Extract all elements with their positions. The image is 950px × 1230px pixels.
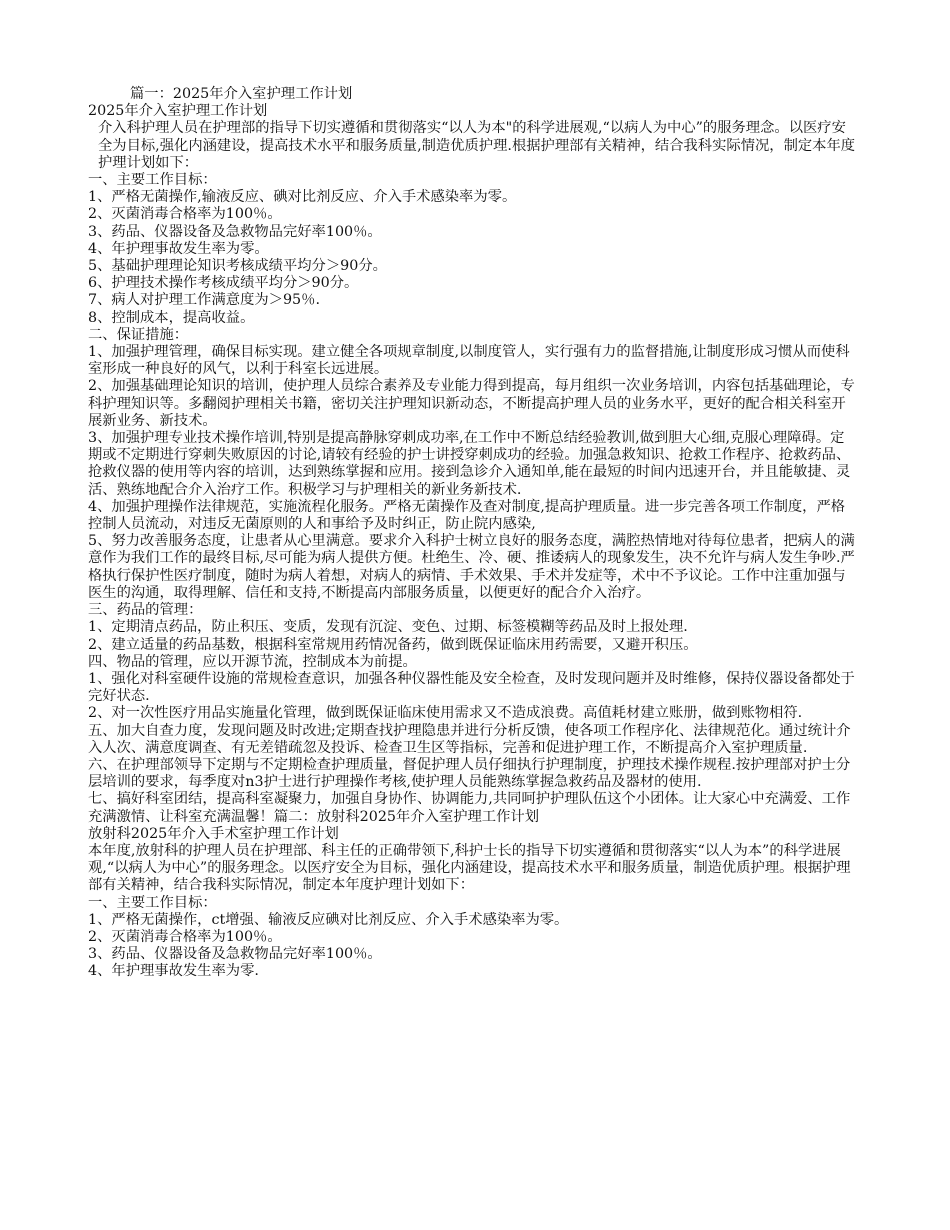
measure-paragraph: 5、努力改善服务态度，让患者从心里满意。要求介入科护士树立良好的服务态度，满腔热情地对待每位患者，把病人的满意作为我们工作的最终目标,尽可能为病人提供方便。杜绝生、冷、硬、推诿病人的现象发生，决不允许与病人发生争吵.严格执行保护性医疗制度，随时为病人着想，对病人的病情、手术效果、手术并发症等，术中不予议论。工作中注重加强与医生的沟通，取得理解、信任和支持,不断提高内部服务质量，以便更好的配合介入治疗。 — [88, 533, 855, 601]
goal-item: 3、药品、仪器设备及急救物品完好率100％。 — [88, 946, 382, 963]
section-title-goals-2: 一、主要工作目标： — [88, 894, 217, 911]
goal-item: 6、护理技术操作考核成绩平均分＞90分。 — [88, 275, 359, 292]
section-quality-check: 六、在护理部领导下定期与不定期检查护理质量，督促护理人员仔细执行护理制度，护理技术操作规程.按护理部对护士分层培训的要求，每季度对n3护士进行护理操作考核,使护理人员能熟练掌握急救药品及器材的使用. — [88, 756, 851, 791]
goal-item: 2、灭菌消毒合格率为100％。 — [88, 206, 282, 223]
measure-paragraph: 3、加强护理专业技术操作培训,特别是提高静脉穿刺成功率,在工作中不断总结经验教训,做到胆大心细,克服心理障碍。定期或不定期进行穿刺失败原因的讨论,请较有经验的护士讲授穿刺成功的经验。加强急救知识、抢救工作程序、抢救药品、抢救仪器的使用等内容的培训，达到熟练掌握和应用。接到急诊介入通知单,能在最短的时间内迅速开台，并且能敏捷、灵活、熟练地配合介入治疗工作。积极学习与护理相关的新业务新技术. — [88, 430, 851, 498]
measure-paragraph: 4、加强护理操作法律规范，实施流程化服务。严格无菌操作及查对制度,提高护理质量。进一步完善各项工作制度，严格控制人员流动，对违反无菌原则的人和事给予及时纠正，防止院内感染, — [88, 498, 846, 533]
goal-item: 4、年护理事故发生率为零. — [88, 963, 259, 980]
section-self-check: 五、加大自查力度，发现问题及时改进;定期查找护理隐患并进行分析反馈，使各项工作程序化、法律规范化。通过统计介入人次、满意度调查、有无差错疏忽及投诉、检查卫生区等指标，完善和促进护理工作，不断提高介入室护理质量. — [88, 722, 851, 756]
goal-item: 8、控制成本，提高收益。 — [88, 309, 255, 326]
document-subtitle-2: 放射科2025年介入手术室护理工作计划 — [88, 825, 339, 842]
intro-paragraph-2: 本年度,放射科的护理人员在护理部、科主任的正确带领下,科护士长的指导下切实遵循和贯彻落实“以人为本”的科学进展观,“以病人为中心”的服务理念。以医疗安全为目标，强化内涵建设，提高技术水平和服务质量，制造优质护理。根据护理部有关精神，结合我科实际情况，制定本年度护理计划如下： — [88, 842, 851, 894]
drug-item: 1、定期清点药品，防止积压、变质，发现有沉淀、变色、过期、标签模糊等药品及时上报处理. — [88, 619, 688, 636]
measure-paragraph: 1、加强护理管理，确保目标实现。建立健全各项规章制度,以制度管人，实行强有力的监督措施,让制度形成习惯从而使科室形成一种良好的风气，以利于科室长远进展。 — [88, 344, 850, 378]
goal-item: 4、年护理事故发生率为零。 — [88, 240, 269, 257]
measure-paragraph: 2、加强基础理论知识的培训，使护理人员综合素养及专业能力得到提高，每月组织一次业务培训，内容包括基础理论，专科护理知识等。多翻阅护理相关书籍，密切关注护理知识新动态，不断提高护理人员的业务水平，更好的配合相关科室开展新业务、新技术。 — [88, 378, 855, 429]
goal-item: 1、严格无菌操作,输液反应、碘对比剂反应、介入手术感染率为零。 — [88, 189, 517, 206]
item-paragraph: 2、对一次性医疗用品实施量化管理，做到既保证临床使用需求又不造成浪费。高值耗材建立账册，做到账物相符. — [88, 705, 803, 722]
section-title-measures: 二、保证措施： — [88, 326, 189, 343]
goal-item: 5、基础护理理论知识考核成绩平均分＞90分。 — [88, 258, 387, 275]
drug-item: 2、建立适量的药品基数，根据科室常规用药情况备药，做到既保证临床用药需要，又避开积压。 — [88, 636, 698, 653]
goal-item: 3、药品、仪器设备及急救物品完好率100％。 — [88, 223, 382, 240]
goal-item: 1、严格无菌操作，ct增强、输液反应碘对比剂反应、介入手术感染率为零。 — [88, 911, 569, 928]
goal-item: 7、病人对护理工作满意度为＞95％. — [88, 292, 320, 309]
section-title-goals: 一、主要工作目标： — [88, 172, 217, 189]
document-subtitle: 2025年介入室护理工作计划 — [88, 103, 268, 120]
section-title-drugs: 三、药品的管理： — [88, 602, 203, 619]
intro-paragraph: 介入科护理人员在护理部的指导下切实遵循和贯彻落实“以人为本"的科学进展观,“以病人为中心”的服务理念。以医疗安全为目标,强化内涵建设，提高技术水平和服务质量,制造优质护理.根据护理部有关精神，结合我科实际情况，制定本年度护理计划如下： — [98, 120, 856, 171]
section-title-items: 四、物品的管理，应以开源节流，控制成本为前提。 — [88, 653, 417, 670]
goal-item: 2、灭菌消毒合格率为100％。 — [88, 928, 282, 945]
document-body — [88, 86, 858, 981]
section-team-unity: 七、搞好科室团结，提高科室凝聚力，加强自身协作、协调能力,共同呵护护理队伍这个小团体。让大家心中充满爱、工作充满激情、让科室充满温馨！篇二：放射科2025年介入室护理工作计划 — [88, 791, 851, 825]
document-heading: 篇一：2025年介入室护理工作计划 — [130, 86, 353, 102]
item-paragraph: 1、强化对科室硬件设施的常规检查意识，加强各种仪器性能及安全检查，及时发现问题并及时维修，保持仪器设备都处于完好状态. — [88, 670, 855, 705]
